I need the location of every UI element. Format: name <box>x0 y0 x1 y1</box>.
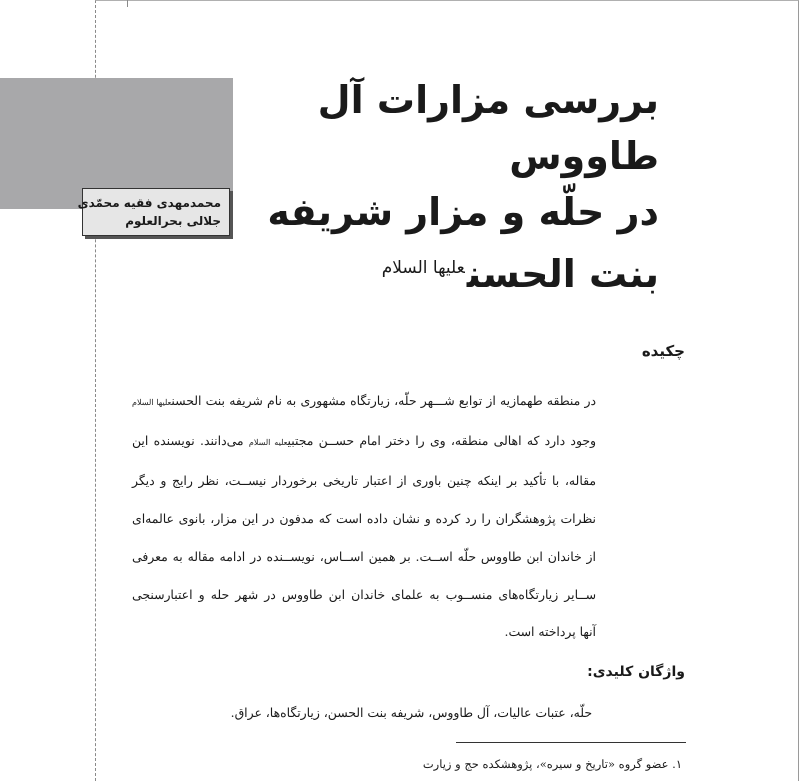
abstract-line-1: در منطقه طهمازیه از توابع شـــهر حلّه، زیارتگاه مشهوری به نام شریفه بنت الحسنعلیها السلام <box>132 393 596 408</box>
abstract-line-6: ســایر زیارتگاه‌های منســوب به علمای خاندان ابن طاووس در شهر حله و اعتبارسنجی <box>132 586 596 602</box>
abstract-line-5: از خاندان ابن طاووس حلّه اســت. بر همین اســاس، نویســنده در ادامه مقاله به معرفی <box>132 548 596 564</box>
abstract-line-4: نظرات پژوهشگران را رد کرده و نشان داده است که مدفون در این مزار، بانوی عالمه‌ای <box>132 510 596 526</box>
title-line-3: بنت الحسن <box>466 252 659 296</box>
honorific-glyph: علیها السلام <box>381 258 465 278</box>
footnote: ۱. عضو گروه «تاریخ و سیره»، پژوهشکده حج و زیارت <box>422 757 682 771</box>
footnote-divider <box>456 742 686 743</box>
title-line-2: در حلّه و مزار شریفه <box>267 190 659 234</box>
crop-mark <box>127 0 128 7</box>
abstract-line-3: مقاله، با تأکید بر اینکه چنین باوری از اعتبار تاریخی برخوردار نیســت، نظر رایج و دیگر <box>132 472 596 488</box>
author-name-2: جلالی بحرالعلوم <box>125 214 221 228</box>
keywords-heading: واژگان کلیدی: <box>587 664 685 680</box>
abstract-line-7: آنها پرداخته است. <box>504 624 596 640</box>
author-box <box>77 188 230 236</box>
article-title <box>229 72 659 302</box>
author-name-1: محمدمهدی فقیه محمّدی <box>77 196 221 210</box>
abstract-body <box>132 382 596 651</box>
honorific-glyph: علیها السلام <box>132 398 172 407</box>
honorific-glyph: علیه السلام <box>248 437 288 447</box>
keywords-list: حلّه، عتبات عالیات، آل طاووس، شریفه بنت الحسن، زیارتگاه‌ها، عراق. <box>230 705 592 720</box>
abstract-heading: چکیده <box>641 342 685 360</box>
title-line-1: بررسی مزارات آل طاووس <box>317 78 659 178</box>
abstract-line-2: وجود دارد که اهالی منطقه، وی را دختر امام حســن مجتبیعلیه السلام می‌دانند. نویسنده این <box>132 432 596 448</box>
